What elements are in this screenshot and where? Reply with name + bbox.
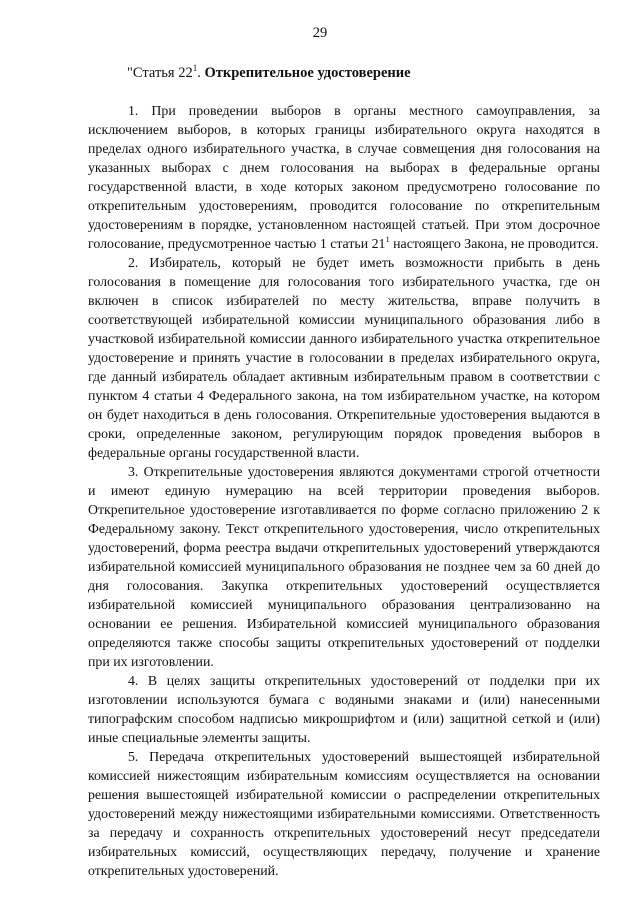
article-title: Открепительное удостоверение [204,65,411,81]
article-number-superscript: 1 [192,63,198,73]
paragraph-3-text: 3. Открепительные удостоверения являются документами строгой отчетности и имеют единую нумерацию на всей территории проведения выборов. Открепительное удостоверение изготавливается по форме согласно приложению 2 к Федеральному закону. Текст открепительного удостоверения, число открепительных удостоверений, форма реестра выдачи открепительных удостоверений утверждаются избирательной комиссией муниципального образования не позднее чем за 60 дней до дня голосования. Закупка открепительных удостоверений осуществляется избирательной комиссией муниципального образования централизованно на основании ее решения. Избирательной комиссией муниципального образования определяются также способы защиты открепительных удостоверений от подделки при их изготовлении. [88,464,600,669]
article-heading [127,64,411,82]
heading-separator: . [197,65,205,81]
article-number: "Статья 22 [127,65,193,81]
page-number: 29 [312,25,328,41]
paragraph-1-text: 1. При проведении выборов в органы местного самоуправления, за исключением выборов, в которых границы избирательного округа находятся в пределах одного избирательного участка, в случае совмещения дня голосования на указанных выборах с днем голосования на выборах в федеральные органы государственной власти, в ходе которых законом предусмотрено голосование по открепительным удостоверениям, проводится голосование по открепительным удостоверениям в порядке, установленном настоящей статьей. При этом досрочное голосование, предусмотренное частью 1 статьи 21 [88,103,600,251]
paragraph-1-text-end: настоящего Закона, не проводится. [389,236,599,251]
paragraph-3 [88,462,600,671]
paragraph-4-text: 4. В целях защиты открепительных удостоверений от подделки при их изготовлении используются бумага с водяными знаками и (или) нанесенными типографским способом надписью микрошрифтом и (или) защитной сеткой и (или) иные специальные элементы защиты. [88,673,600,745]
paragraph-2 [88,253,600,462]
paragraph-5-text: 5. Передача открепительных удостоверений вышестоящей избирательной комиссией нижестоящим избирательным комиссиям осуществляется на основании решения вышестоящей избирательной комиссии о распределении открепительных удостоверений между нижестоящими избирательными комиссиями. Ответственность за передачу и сохранность открепительных удостоверений несут председатели избирательных комиссий, осуществляющих передачу, получение и хранение открепительных удостоверений. [88,749,600,878]
paragraph-1 [88,101,600,253]
paragraph-2-text: 2. Избиратель, который не будет иметь возможности прибыть в день голосования в помещение для голосования того избирательного участка, где он включен в список избирателей по месту жительства, вправе получить в соответствующей избирательной комиссии муниципального образования либо в участковой избирательной комиссии данного избирательного участка открепительное удостоверение и принять участие в голосовании в пределах избирательного округа, где данный избиратель обладает активным избирательным правом в соответствии с пунктом 4 статьи 4 Федерального закона, на том избирательном участке, на котором он будет находиться в день голосования. Открепительные удостоверения выдаются в сроки, определенные законом, регулирующим порядок проведения выборов в федеральные органы государственной власти. [88,255,600,460]
paragraph-5 [88,747,600,880]
paragraph-1-superscript: 1 [385,234,390,244]
article-body [88,101,600,880]
paragraph-4 [88,671,600,747]
